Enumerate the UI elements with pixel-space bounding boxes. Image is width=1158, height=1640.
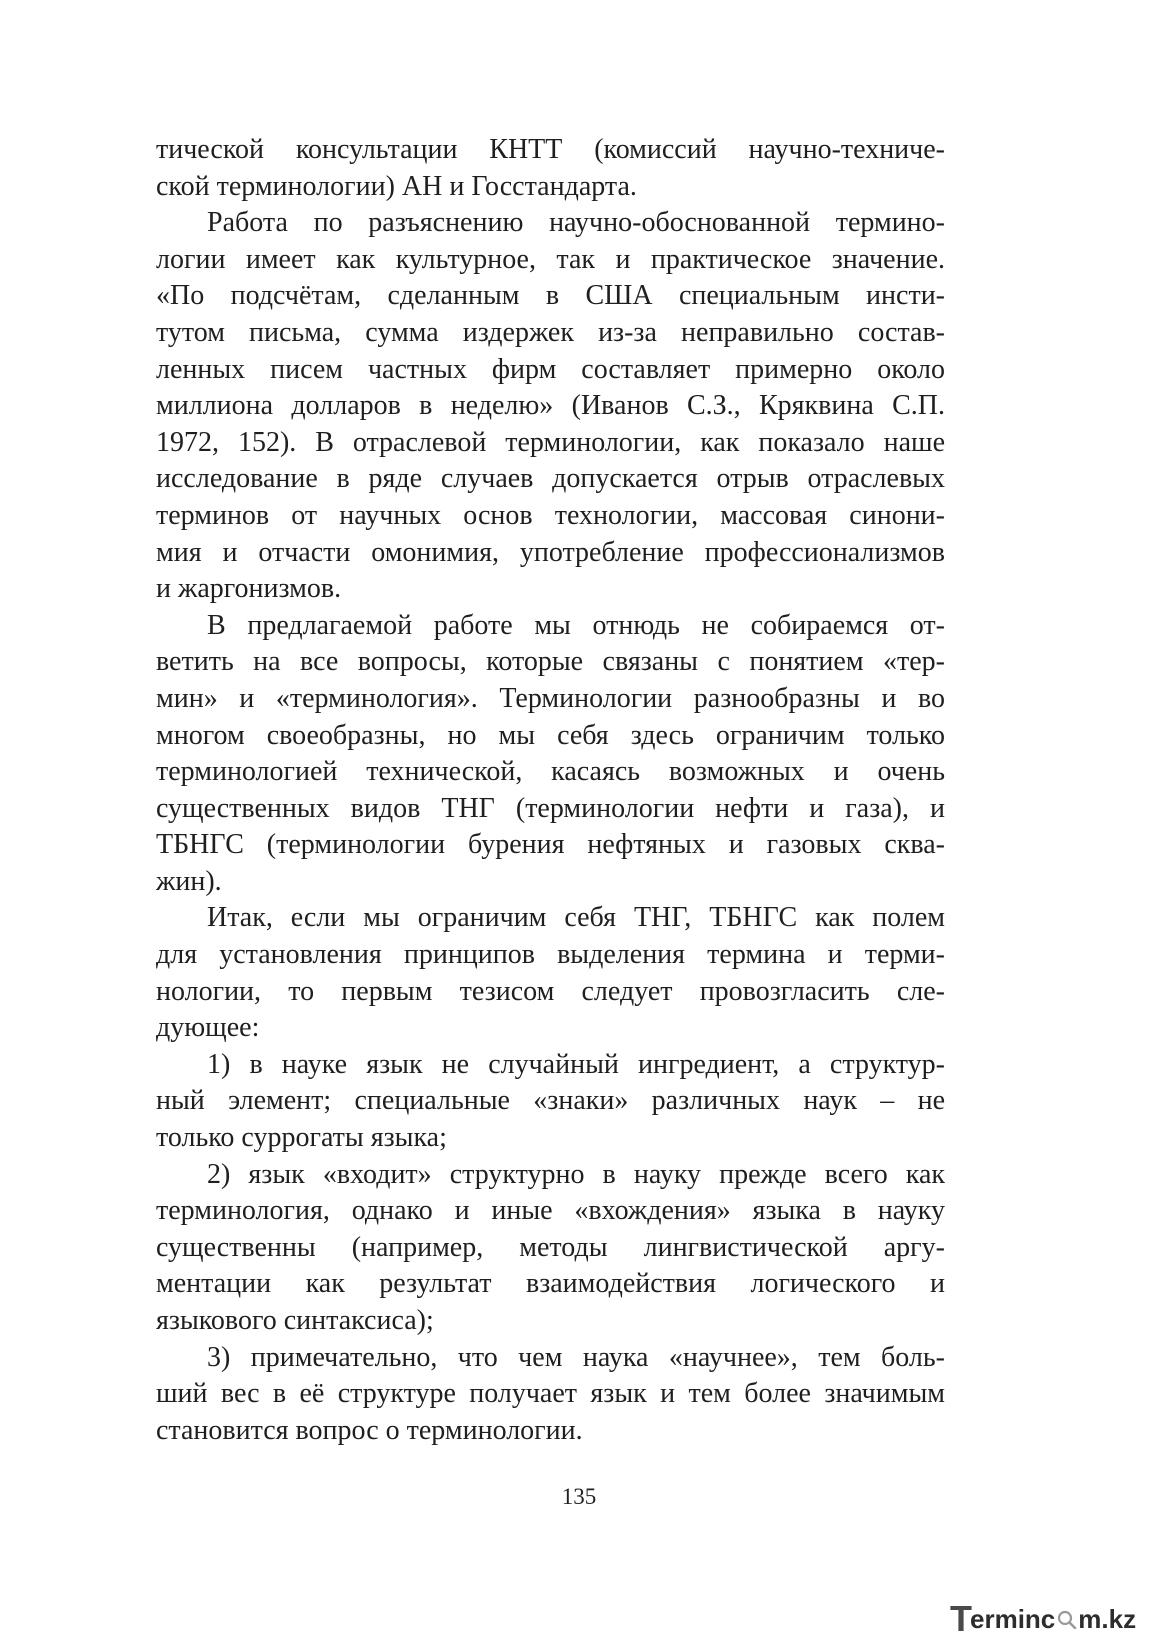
- text-line: для установления принципов выделения термина и терми-: [156, 939, 945, 971]
- text-line: ментации как результат взаимодействия логического и: [156, 1268, 945, 1300]
- text-line: исследование в ряде случаев допускается отрыв отраслевых: [156, 463, 945, 495]
- text-line: существенных видов ТНГ (терминологии нефти и газа), и: [156, 792, 945, 824]
- text-line: миллиона долларов в неделю» (Иванов С.З., Кряквина С.П.: [156, 390, 945, 422]
- text-line: ленных писем частных фирм составляет примерно около: [156, 353, 945, 385]
- paragraph: [156, 1157, 945, 1340]
- text-line: мин» и «терминология». Терминологии разнообразны и во: [156, 682, 945, 714]
- watermark-letter-t: T: [950, 1598, 970, 1639]
- text-line: языкового синтаксиса);: [156, 1305, 434, 1336]
- text-line: логии имеет как культурное, так и практическое значение.: [156, 243, 945, 275]
- paragraph: [156, 205, 945, 608]
- text-line: «По подсчётам, сделанным в США специальным инсти-: [156, 280, 945, 312]
- text-line: тутом письма, сумма издержек из-за неправильно состав-: [156, 316, 945, 348]
- paragraph: [156, 132, 945, 205]
- page-number: 135: [561, 1484, 597, 1509]
- paragraph: [156, 900, 945, 1046]
- text-line: ветить на все вопросы, которые связаны с понятием «тер-: [156, 646, 945, 678]
- text-line: ской терминологии) АН и Госстандарта.: [156, 170, 637, 202]
- text-line: В предлагаемой работе мы отнюдь не собираемся от-: [207, 609, 945, 641]
- text-line: существенны (например, методы лингвистической аргу-: [156, 1231, 945, 1263]
- text-line: мия и отчасти омонимия, употребление профессионализмов: [156, 536, 945, 568]
- body-text: [156, 132, 945, 1449]
- text-line: многом своеобразны, но мы себя здесь ограничим только: [156, 719, 945, 751]
- text-line: становится вопрос о терминологии.: [156, 1414, 583, 1446]
- text-line: 1) в науке язык не случайный ингредиент, а структур-: [207, 1048, 945, 1080]
- text-line: ный элемент; специальные «знаки» различных наук – не: [156, 1085, 945, 1117]
- text-line: дующее:: [156, 1012, 260, 1044]
- text-line: ший вес в её структуре получает язык и тем более значимым: [156, 1378, 945, 1410]
- paragraph: [156, 1340, 945, 1450]
- text-line: Итак, если мы ограничим себя ТНГ, ТБНГС как полем: [207, 902, 945, 934]
- text-line: жин).: [156, 865, 222, 897]
- text-line: 1972, 152). В отраслевой терминологии, как показало наше: [156, 426, 945, 458]
- text-line: терминология, однако и иные «вхождения» языка в науку: [156, 1195, 945, 1227]
- watermark-text-suffix: m.kz: [1078, 1603, 1137, 1634]
- text-line: 3) примечательно, что чем наука «научнее», тем боль-: [207, 1341, 945, 1373]
- termincom-watermark-logo: [950, 1598, 1137, 1639]
- text-line: терминов от научных основ технологии, массовая синони-: [156, 499, 945, 531]
- magnifier-icon: [1057, 1609, 1077, 1629]
- paragraph: [156, 608, 945, 901]
- text-line: и жаргонизмов.: [156, 573, 342, 605]
- watermark-text-middle: erminc: [970, 1603, 1056, 1634]
- text-line: нологии, то первым тезисом следует провозгласить сле-: [156, 975, 945, 1007]
- text-line: Работа по разъяснению научно-обоснованной термино-: [207, 207, 945, 239]
- text-line: 2) язык «входит» структурно в науку прежде всего как: [207, 1158, 945, 1190]
- text-line: терминологией технической, касаясь возможных и очень: [156, 756, 945, 788]
- text-line: тической консультации КНТТ (комиссий научно-техниче-: [156, 134, 945, 165]
- paragraph: [156, 1047, 945, 1157]
- text-line: только суррогаты языка;: [156, 1122, 447, 1154]
- text-line: ТБНГС (терминологии бурения нефтяных и газовых сква-: [156, 829, 945, 861]
